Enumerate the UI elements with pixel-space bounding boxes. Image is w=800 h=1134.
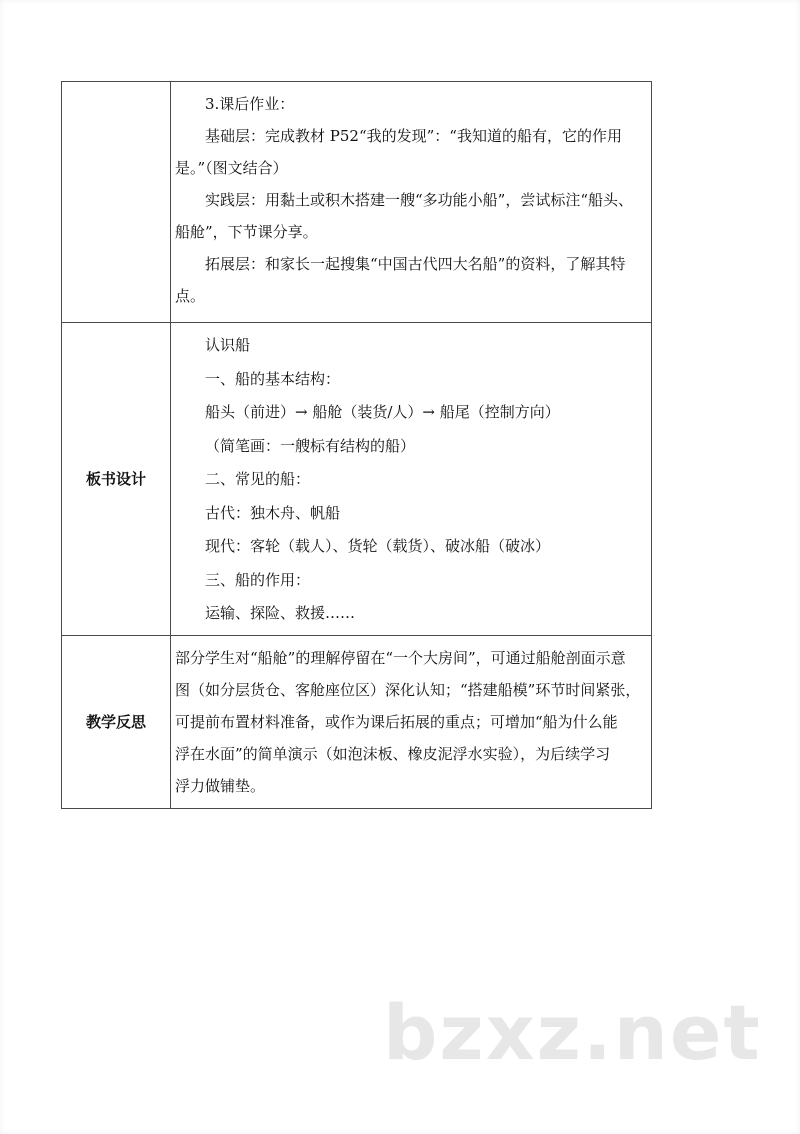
board-line: 二、常见的船： [205, 470, 311, 488]
homework-line: 船舱”，下节课分享。 [175, 223, 318, 241]
empty-label-cell [62, 82, 171, 323]
reflection-line: 图（如分层货仓、客舱座位区）深化认知；“搭建船模”环节时间紧张， [175, 680, 641, 699]
board-design-content-cell [171, 323, 652, 636]
table-row-reflection [62, 635, 652, 808]
reflection-content-cell [171, 635, 652, 808]
reflection-label: 教学反思 [62, 635, 171, 808]
board-line: 现代：客轮（载人）、货轮（载货）、破冰船（破冰） [205, 537, 551, 555]
board-line: 古代：独木舟、帆船 [205, 503, 341, 522]
homework-line: 基础层：完成教材 P52“我的发现”：“我知道的船有，它的作用 [205, 127, 622, 145]
homework-content-cell [171, 82, 652, 323]
board-line: 运输、探险、救援…… [205, 604, 356, 622]
reflection-line: 浮力做铺垫。 [175, 776, 266, 795]
reflection-line: 可提前布置材料准备，或作为课后拓展的重点；可增加“船为什么能 [175, 712, 618, 731]
board-line: 船头（前进）→ 船舱（装货/人）→ 船尾（控制方向） [205, 403, 560, 421]
watermark-text: bzxz.net [383, 988, 762, 1077]
table-row-homework [62, 82, 652, 323]
reflection-line: 浮在水面”的简单演示（如泡沫板、橡皮泥浮水实验），为后续学习 [175, 744, 611, 763]
homework-line: 拓展层：和家长一起搜集“中国古代四大名船”的资料，了解其特 [205, 255, 626, 273]
reflection-line: 部分学生对“船舱”的理解停留在“一个大房间”，可通过船舱剖面示意 [175, 648, 626, 667]
board-line: （简笔画：一艘标有结构的船） [205, 436, 416, 455]
board-design-label: 板书设计 [62, 323, 171, 636]
board-line: 认识船 [205, 336, 251, 354]
homework-line: 是。”（图文结合） [175, 159, 288, 177]
board-line: 一、船的基本结构： [205, 369, 341, 388]
homework-line: 实践层：用黏土或积木搭建一艘“多功能小船”，尝试标注“船头、 [205, 191, 634, 209]
table-row-board-design [62, 323, 652, 636]
homework-line: 3.课后作业： [205, 95, 295, 113]
homework-line: 点。 [175, 287, 206, 305]
board-line: 三、船的作用： [205, 570, 311, 589]
lesson-plan-table [61, 81, 652, 809]
